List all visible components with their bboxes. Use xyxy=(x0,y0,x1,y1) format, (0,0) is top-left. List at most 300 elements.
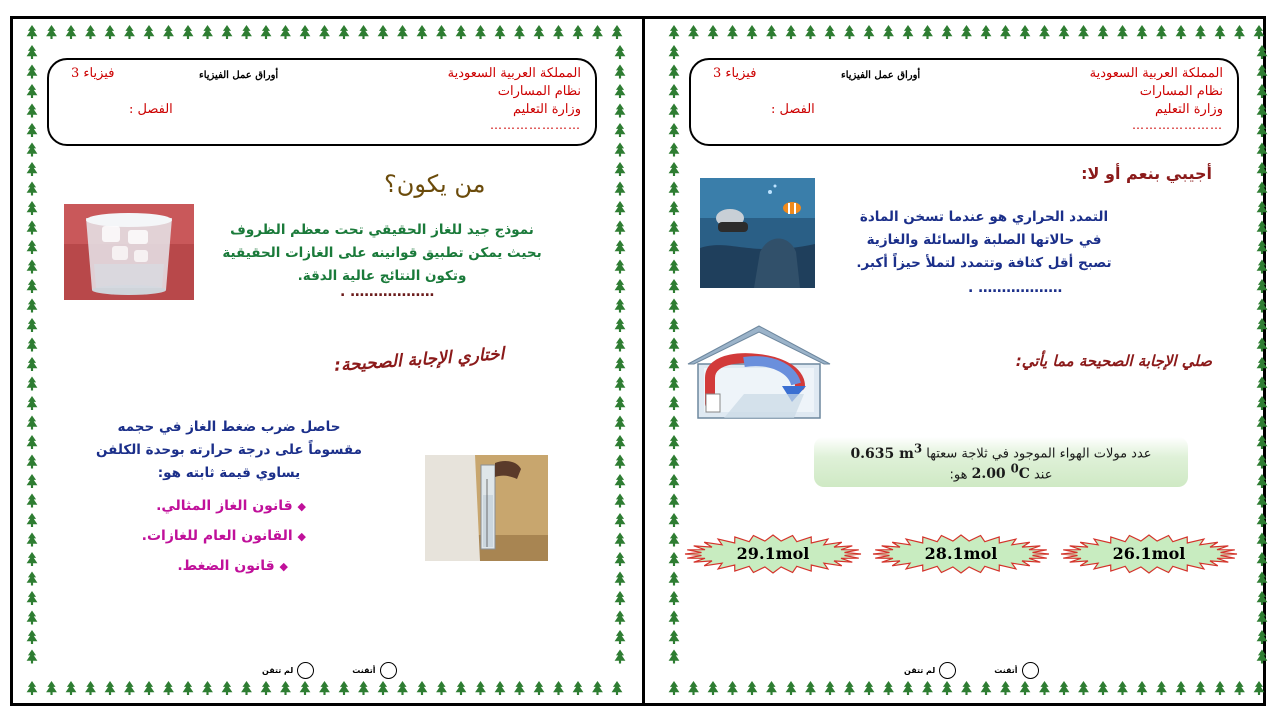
tree-icon xyxy=(1257,201,1268,215)
header-subject: فيزياء 3 xyxy=(71,66,115,81)
header-subject: فيزياء 3 xyxy=(713,66,757,81)
tree-icon xyxy=(202,25,213,39)
tree-icon xyxy=(144,25,155,39)
tree-icon xyxy=(163,25,174,39)
self-assessment xyxy=(262,662,397,679)
header-kingdom: المملكة العربية السعودية xyxy=(1089,66,1223,81)
tree-icon xyxy=(1059,681,1070,695)
tree-icon xyxy=(1257,416,1268,430)
tree-icon xyxy=(688,25,699,39)
tree-icon xyxy=(615,318,626,332)
tree-icon xyxy=(766,25,777,39)
tree-icon xyxy=(46,25,57,39)
tree-icon xyxy=(378,681,389,695)
tree-icon xyxy=(942,681,953,695)
tree-icon xyxy=(1234,25,1245,39)
tree-icon xyxy=(1257,84,1268,98)
tree-icon xyxy=(1257,474,1268,488)
tree-icon xyxy=(339,25,350,39)
tree-icon xyxy=(615,572,626,586)
tree-icon xyxy=(669,182,680,196)
who-text-line: وتكون النتائج عالية الدقة. xyxy=(297,268,467,284)
tree-icon xyxy=(1117,25,1128,39)
tree-icon xyxy=(1254,681,1265,695)
question-is: هو: xyxy=(949,467,968,483)
tree-icon xyxy=(1176,25,1187,39)
tree-icon xyxy=(1257,630,1268,644)
tree-icon xyxy=(615,377,626,391)
tree-icon xyxy=(1039,25,1050,39)
tree-icon xyxy=(981,25,992,39)
tree-icon xyxy=(1257,65,1268,79)
tree-icon xyxy=(615,552,626,566)
tree-icon xyxy=(669,25,680,39)
header-class-label: الفصل : xyxy=(129,102,173,117)
page-divider xyxy=(642,16,645,706)
diver-fish-image xyxy=(700,178,815,288)
tree-icon xyxy=(615,45,626,59)
tree-icon xyxy=(1257,182,1268,196)
question-at: عند xyxy=(1033,467,1053,483)
tree-icon xyxy=(864,681,875,695)
tree-icon xyxy=(27,299,38,313)
statement-line: في حالاتها الصلبة والسائلة والغازية xyxy=(866,232,1102,248)
who-answer-dots: . ……………… xyxy=(340,284,435,300)
tree-icon xyxy=(669,221,680,235)
tree-icon xyxy=(1257,357,1268,371)
tree-icon xyxy=(825,681,836,695)
answer-option[interactable] xyxy=(684,534,862,574)
tree-icon xyxy=(747,25,758,39)
tree-icon xyxy=(27,435,38,449)
tree-icon xyxy=(280,25,291,39)
choose-title: اختاري الإجابة الصحيحة: xyxy=(333,344,505,376)
mastered-radio[interactable] xyxy=(380,662,397,679)
question-box xyxy=(814,437,1188,487)
tree-icon xyxy=(1257,318,1268,332)
tree-icon xyxy=(1257,299,1268,313)
tree-icon xyxy=(144,681,155,695)
tree-icon xyxy=(1020,681,1031,695)
header-system: نظام المسارات xyxy=(1139,84,1223,99)
tree-icon xyxy=(615,435,626,449)
who-text-line: نموذج جيد للغاز الحقيقي تحت معظم الظروف xyxy=(230,222,534,238)
tree-icon xyxy=(669,474,680,488)
tree-icon xyxy=(669,279,680,293)
tree-icon xyxy=(1257,494,1268,508)
tree-icon xyxy=(1234,681,1245,695)
header-ministry: وزارة التعليم xyxy=(1154,102,1223,117)
tree-icon xyxy=(669,260,680,274)
tree-icon xyxy=(615,65,626,79)
tree-icon xyxy=(669,572,680,586)
header-dots: ………………… xyxy=(490,118,581,132)
tree-icon xyxy=(27,201,38,215)
tree-icon xyxy=(615,123,626,137)
tree-icon xyxy=(615,240,626,254)
tree-icon xyxy=(688,681,699,695)
tree-icon xyxy=(1215,25,1226,39)
tree-icon xyxy=(612,25,623,39)
temp-degree: 0 xyxy=(1010,461,1019,476)
tree-icon xyxy=(436,681,447,695)
tree-icon xyxy=(1137,681,1148,695)
who-text-line: بحيث يمكن تطبيق قوانينه على الغازات الحقيقية xyxy=(222,245,542,261)
left-worksheet xyxy=(22,22,630,700)
tree-icon xyxy=(27,377,38,391)
tree-icon xyxy=(1000,681,1011,695)
tree-icon xyxy=(241,681,252,695)
tree-icon xyxy=(727,25,738,39)
tree-icon xyxy=(669,455,680,469)
tree-icon xyxy=(615,260,626,274)
tree-icon xyxy=(615,84,626,98)
tree-icon xyxy=(46,681,57,695)
tree-icon xyxy=(669,143,680,157)
tree-icon xyxy=(883,25,894,39)
tree-icon xyxy=(27,681,38,695)
tree-icon xyxy=(1195,25,1206,39)
tree-icon xyxy=(27,104,38,118)
tree-icon xyxy=(1257,221,1268,235)
tree-icon xyxy=(514,681,525,695)
tree-icon xyxy=(85,25,96,39)
tree-icon xyxy=(1257,377,1268,391)
tree-icon xyxy=(615,396,626,410)
header-kingdom: المملكة العربية السعودية xyxy=(447,66,581,81)
tree-icon xyxy=(27,240,38,254)
tree-icon xyxy=(615,630,626,644)
tree-icon xyxy=(669,377,680,391)
tree-icon xyxy=(319,25,330,39)
not-mastered-radio[interactable] xyxy=(939,662,956,679)
answer-option[interactable] xyxy=(872,534,1050,574)
tree-icon xyxy=(27,494,38,508)
tree-icon xyxy=(1098,681,1109,695)
answer-label: 26.1mol xyxy=(1112,544,1186,563)
tree-icon xyxy=(1257,611,1268,625)
tree-icon xyxy=(844,25,855,39)
tree-icon xyxy=(27,182,38,196)
tree-icon xyxy=(261,25,272,39)
question-line: مقسوماً على درجة حرارته بوحدة الكلفن xyxy=(96,442,362,458)
tree-icon xyxy=(615,416,626,430)
tree-icon xyxy=(615,201,626,215)
answer-option[interactable] xyxy=(1060,534,1238,574)
tree-icon xyxy=(669,494,680,508)
mastered-label: أتقنت xyxy=(352,666,376,675)
tree-icon xyxy=(612,681,623,695)
tree-icon xyxy=(27,572,38,586)
tree-icon xyxy=(27,552,38,566)
volume-value: 0.635 m xyxy=(850,445,914,462)
tree-icon xyxy=(202,681,213,695)
tree-icon xyxy=(615,143,626,157)
tree-icon xyxy=(183,25,194,39)
not-mastered-label: لم تتقن xyxy=(262,666,294,675)
answer-label: 29.1mol xyxy=(736,544,810,563)
tree-icon xyxy=(27,396,38,410)
tree-icon xyxy=(1098,25,1109,39)
tree-icon xyxy=(864,25,875,39)
tree-icon xyxy=(339,681,350,695)
tree-icon xyxy=(1059,25,1070,39)
tree-icon xyxy=(669,104,680,118)
tree-icon xyxy=(514,25,525,39)
right-worksheet xyxy=(664,22,1272,700)
tree-icon xyxy=(300,681,311,695)
tree-icon xyxy=(903,681,914,695)
tree-icon xyxy=(669,65,680,79)
tree-icon xyxy=(27,221,38,235)
tree-icon xyxy=(615,338,626,352)
question-volume xyxy=(850,441,923,462)
tree-icon xyxy=(417,681,428,695)
tree-icon xyxy=(397,681,408,695)
tree-icon xyxy=(669,299,680,313)
header-worksheets: أوراق عمل الفيزياء xyxy=(199,70,279,81)
tree-icon xyxy=(615,455,626,469)
tree-icon xyxy=(1020,25,1031,39)
tree-icon xyxy=(183,681,194,695)
tree-icon xyxy=(456,681,467,695)
tree-icon xyxy=(495,25,506,39)
match-title: صلي الإجابة الصحيحة مما يأتي: xyxy=(1015,352,1212,370)
tree-icon xyxy=(261,681,272,695)
tree-icon xyxy=(1000,25,1011,39)
who-text xyxy=(202,219,562,288)
tree-icon xyxy=(727,681,738,695)
diamond-bullet-icon: ◆ xyxy=(297,530,306,543)
ice-glass-image xyxy=(64,204,194,300)
tree-icon xyxy=(124,25,135,39)
tree-icon xyxy=(825,25,836,39)
tree-icon xyxy=(766,681,777,695)
temp-value: 2.00 xyxy=(971,466,1006,483)
header-box xyxy=(47,58,597,146)
tree-icon xyxy=(27,338,38,352)
tree-icon xyxy=(1137,25,1148,39)
option-item[interactable] xyxy=(177,558,288,574)
tree-icon xyxy=(669,650,680,664)
question-temperature xyxy=(971,461,1030,483)
tree-icon xyxy=(669,552,680,566)
not-mastered-radio[interactable] xyxy=(297,662,314,679)
tree-icon xyxy=(1257,279,1268,293)
option-label: القانون العام للغازات. xyxy=(141,528,293,544)
tree-icon xyxy=(669,681,680,695)
tree-icon xyxy=(358,25,369,39)
tree-icon xyxy=(1257,396,1268,410)
tree-icon xyxy=(1257,572,1268,586)
tree-icon xyxy=(805,25,816,39)
tree-icon xyxy=(615,513,626,527)
tree-icon xyxy=(27,162,38,176)
tree-icon xyxy=(1257,591,1268,605)
tree-icon xyxy=(961,681,972,695)
tree-icon xyxy=(615,162,626,176)
tree-icon xyxy=(942,25,953,39)
tree-icon xyxy=(1257,513,1268,527)
tree-icon xyxy=(105,681,116,695)
question-line-1: عدد مولات الهواء الموجود في ثلاجة سعتها xyxy=(926,446,1152,462)
tree-icon xyxy=(786,25,797,39)
tree-icon xyxy=(708,681,719,695)
tree-icon xyxy=(1257,650,1268,664)
tree-icon xyxy=(27,650,38,664)
tree-icon xyxy=(27,533,38,547)
tree-icon xyxy=(669,513,680,527)
tree-icon xyxy=(922,25,933,39)
tree-icon xyxy=(669,396,680,410)
tree-icon xyxy=(903,25,914,39)
tree-icon xyxy=(163,681,174,695)
tree-icon xyxy=(615,591,626,605)
tree-icon xyxy=(1257,123,1268,137)
tree-icon xyxy=(1078,681,1089,695)
option-item[interactable] xyxy=(156,498,306,514)
tree-icon xyxy=(280,681,291,695)
tree-icon xyxy=(615,299,626,313)
tree-icon xyxy=(615,611,626,625)
statement-answer-dots: . ……………… xyxy=(968,280,1063,296)
tree-icon xyxy=(615,221,626,235)
tree-icon xyxy=(475,681,486,695)
tree-icon xyxy=(27,260,38,274)
tree-icon xyxy=(669,201,680,215)
tree-icon xyxy=(615,650,626,664)
tree-icon xyxy=(615,494,626,508)
tree-icon xyxy=(573,681,584,695)
tree-icon xyxy=(27,513,38,527)
tree-icon xyxy=(669,318,680,332)
header-system: نظام المسارات xyxy=(497,84,581,99)
house-heat-flow-icon xyxy=(684,324,834,422)
tree-icon xyxy=(1215,681,1226,695)
tree-icon xyxy=(844,681,855,695)
tree-icon xyxy=(417,25,428,39)
tree-icon xyxy=(241,25,252,39)
tree-icon xyxy=(397,25,408,39)
tree-icon xyxy=(786,681,797,695)
tree-icon xyxy=(27,416,38,430)
tree-icon xyxy=(436,25,447,39)
tree-icon xyxy=(615,104,626,118)
tree-icon xyxy=(669,240,680,254)
tree-icon xyxy=(1156,681,1167,695)
tree-icon xyxy=(1195,681,1206,695)
tree-icon xyxy=(124,681,135,695)
tree-icon xyxy=(27,45,38,59)
tree-icon xyxy=(669,591,680,605)
tree-icon xyxy=(222,25,233,39)
tree-icon xyxy=(27,630,38,644)
volume-exponent: 3 xyxy=(913,441,923,455)
tree-icon xyxy=(1176,681,1187,695)
tree-icon xyxy=(615,357,626,371)
tree-icon xyxy=(669,357,680,371)
tree-icon xyxy=(708,25,719,39)
tree-icon xyxy=(922,681,933,695)
mastered-radio[interactable] xyxy=(1022,662,1039,679)
tree-icon xyxy=(1257,455,1268,469)
yes-no-title: أجيبي بنعم أو لا: xyxy=(1081,164,1212,183)
header-class-label: الفصل : xyxy=(771,102,815,117)
header-dots: ………………… xyxy=(1132,118,1223,132)
tree-icon xyxy=(553,25,564,39)
tree-icon xyxy=(1254,25,1265,39)
tree-icon xyxy=(669,84,680,98)
tree-icon xyxy=(27,143,38,157)
statement-line: تصبح أقل كثافة وتتمدد لتملأ حيزاً أكبر. xyxy=(856,255,1112,271)
tree-icon xyxy=(1156,25,1167,39)
tree-icon xyxy=(1257,552,1268,566)
tree-icon xyxy=(553,681,564,695)
tree-icon xyxy=(669,611,680,625)
tree-icon xyxy=(961,25,972,39)
tree-icon xyxy=(669,435,680,449)
tree-icon xyxy=(27,84,38,98)
header-worksheets: أوراق عمل الفيزياء xyxy=(841,70,921,81)
tree-icon xyxy=(1257,45,1268,59)
tree-icon xyxy=(615,533,626,547)
self-assessment xyxy=(904,662,1039,679)
tree-icon xyxy=(669,630,680,644)
lab-cylinder-image xyxy=(425,455,548,561)
tree-icon xyxy=(495,681,506,695)
header-ministry: وزارة التعليم xyxy=(512,102,581,117)
tree-icon xyxy=(1039,681,1050,695)
tree-icon xyxy=(1257,143,1268,157)
tree-icon xyxy=(669,416,680,430)
tree-icon xyxy=(669,162,680,176)
question-line: يساوي قيمة ثابته هو: xyxy=(157,465,301,481)
tree-icon xyxy=(27,455,38,469)
tree-icon xyxy=(358,681,369,695)
option-label: قانون الغاز المثالي. xyxy=(156,498,293,514)
option-label: قانون الضغط. xyxy=(177,558,275,574)
tree-icon xyxy=(27,591,38,605)
mastered-label: أتقنت xyxy=(994,666,1018,675)
tree-icon xyxy=(615,474,626,488)
tree-icon xyxy=(1257,240,1268,254)
tree-icon xyxy=(573,25,584,39)
tree-icon xyxy=(27,279,38,293)
tree-icon xyxy=(27,123,38,137)
tree-icon xyxy=(105,25,116,39)
tree-icon xyxy=(1257,104,1268,118)
tree-icon xyxy=(27,474,38,488)
tree-icon xyxy=(27,357,38,371)
tree-icon xyxy=(1257,338,1268,352)
tree-icon xyxy=(1257,533,1268,547)
tree-icon xyxy=(456,25,467,39)
tree-icon xyxy=(592,681,603,695)
tree-icon xyxy=(592,25,603,39)
statement-line: التمدد الحراري هو عندما تسخن المادة xyxy=(859,209,1109,225)
tree-icon xyxy=(615,279,626,293)
tree-icon xyxy=(27,318,38,332)
tree-icon xyxy=(883,681,894,695)
tree-icon xyxy=(319,681,330,695)
tree-icon xyxy=(27,25,38,39)
not-mastered-label: لم تتقن xyxy=(904,666,936,675)
option-item[interactable] xyxy=(142,528,306,544)
tree-icon xyxy=(222,681,233,695)
answer-label: 28.1mol xyxy=(924,544,998,563)
question-text xyxy=(74,416,384,485)
tree-icon xyxy=(66,25,77,39)
